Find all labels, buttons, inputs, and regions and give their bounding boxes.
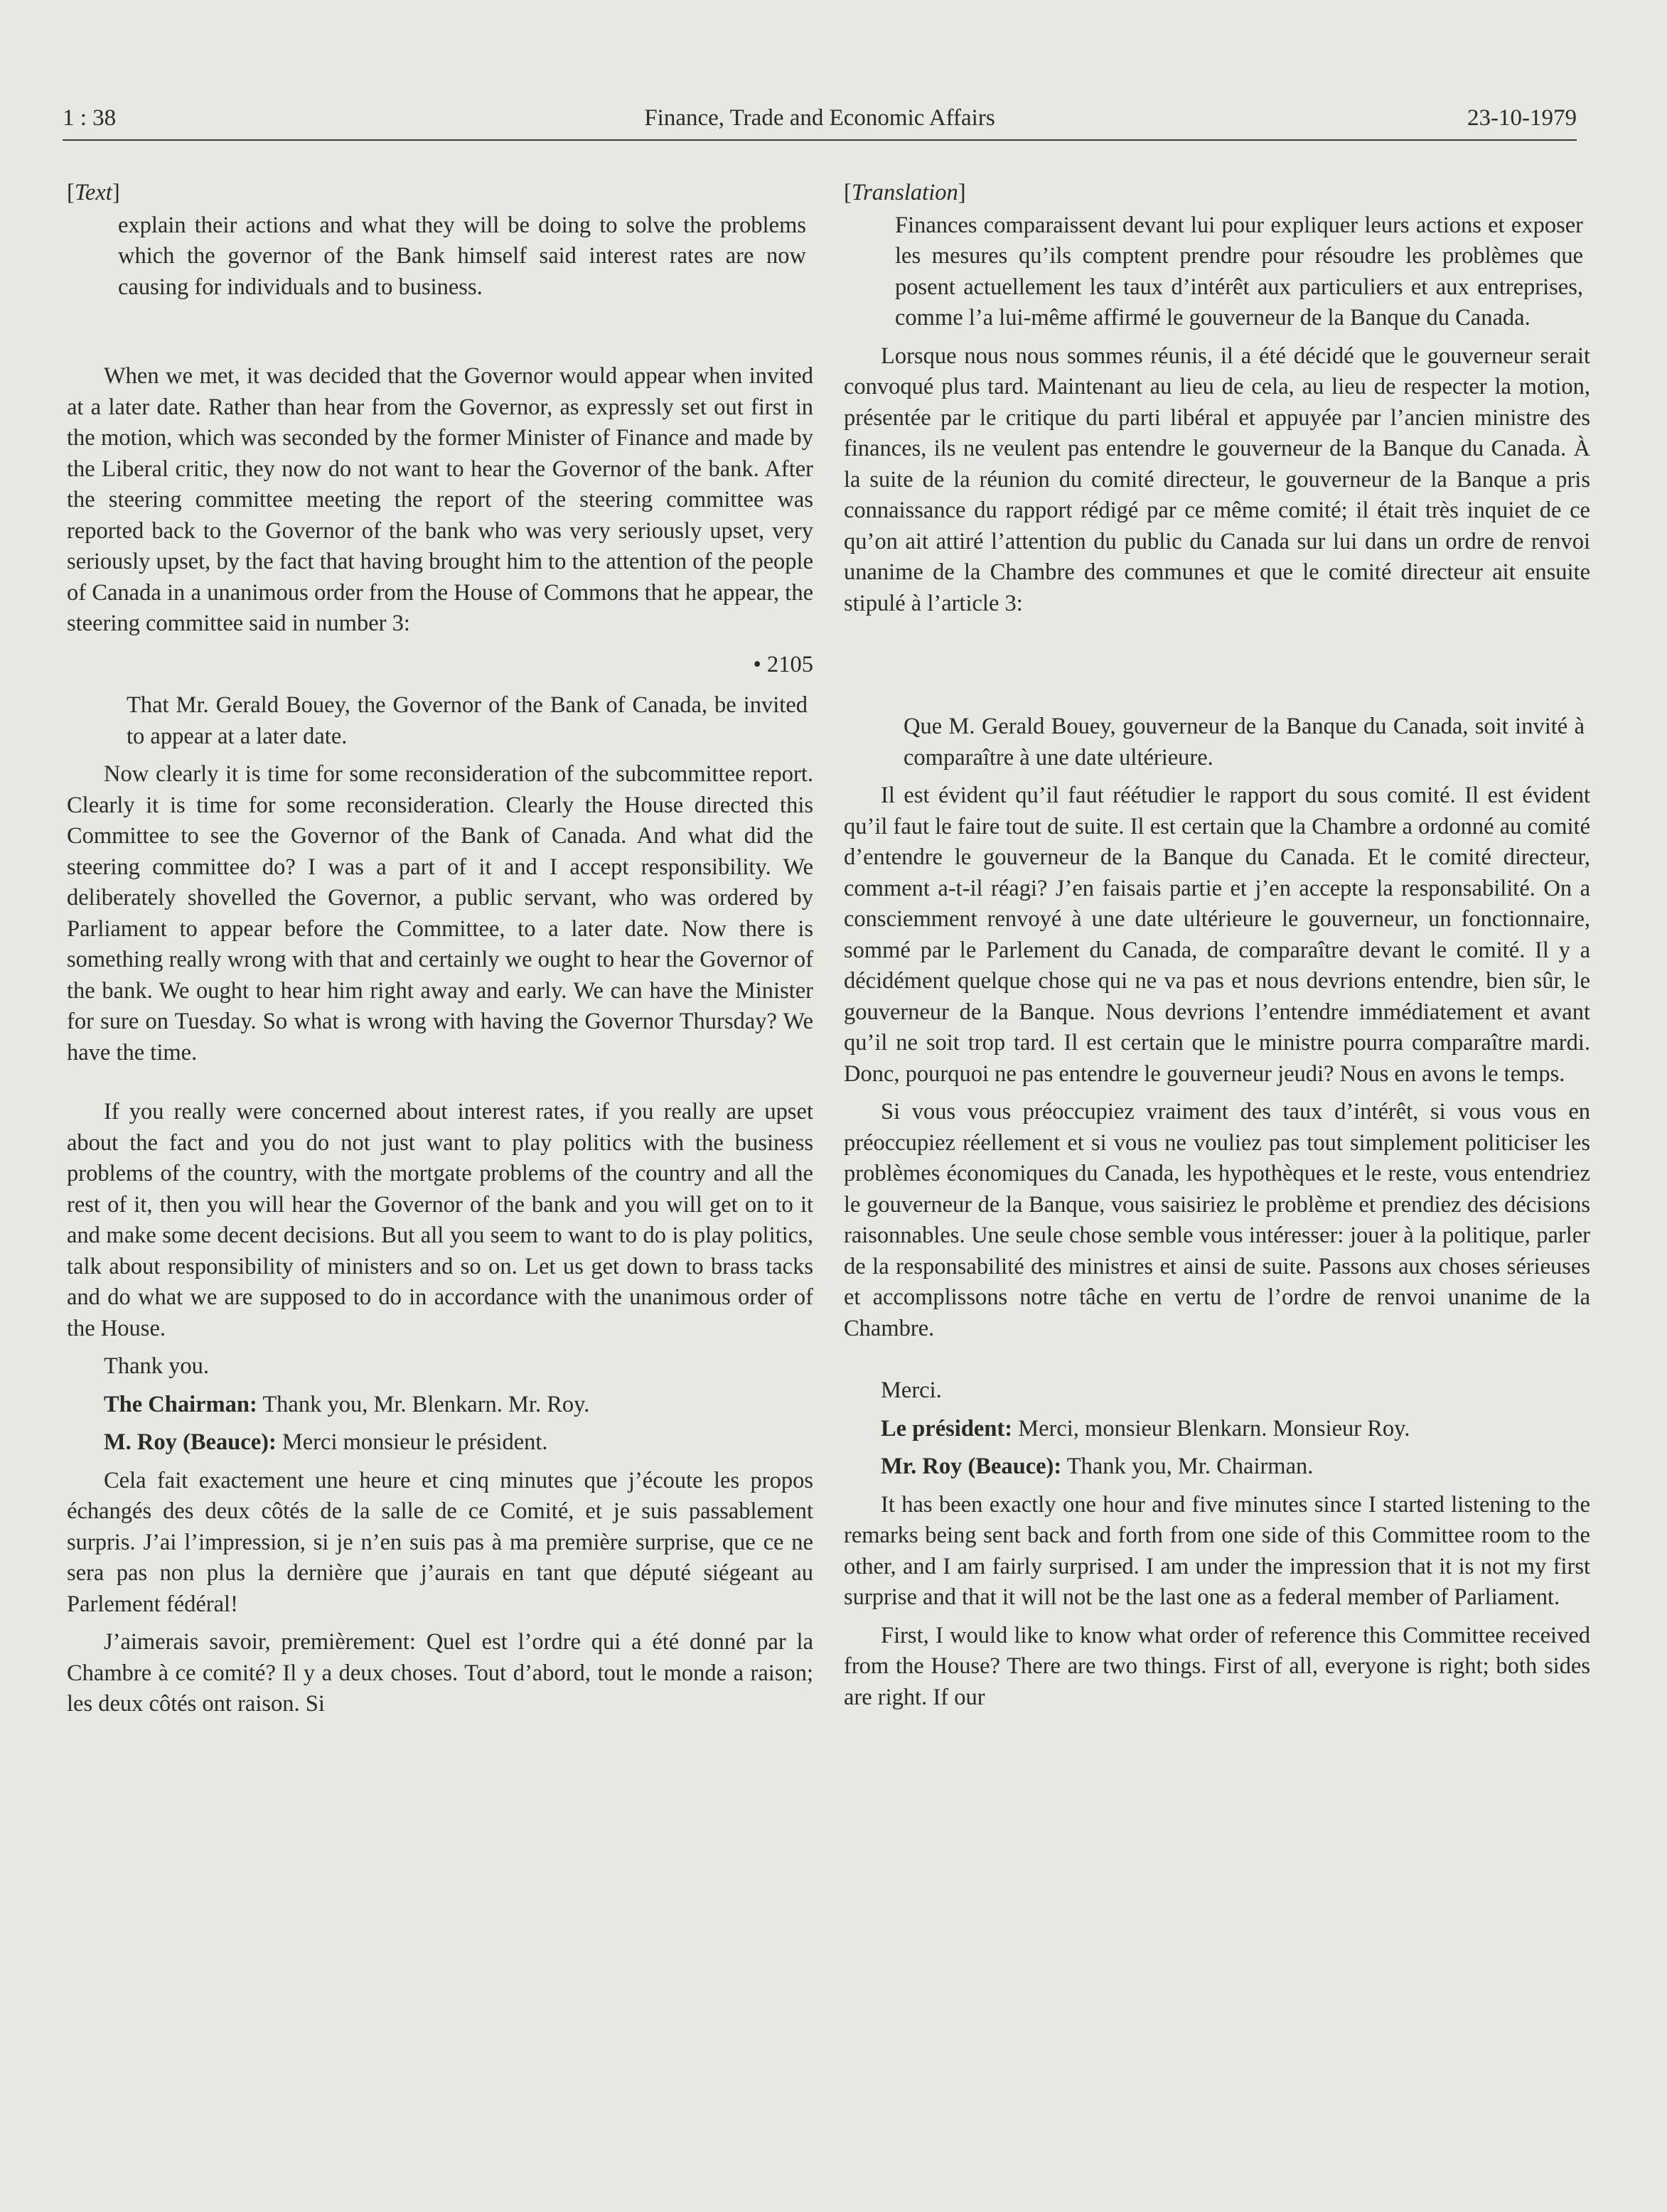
speaker-name: Mr. Roy (Beauce): — [881, 1454, 1062, 1479]
quoted-motion: Que M. Gerald Bouey, gouverneur de la Banque du Canada, soit invité à comparaître à une date ultérieure. — [904, 714, 1585, 771]
paragraph: Si vous vous préoccupiez vraiment des taux d’intérêt, si vous vous en préoccupiez réellement et si vous ne vouliez pas tout simplement politiciser les problèmes économiques du Canada, les hypothèques et le reste, vous entendriez le gouverneur de la Banque, vous saisiriez le problème et prendiez des décisions raisonnables. Une seule chose semble vous intéresser: jouer à la politique, parler de la responsabilité des ministres et ainsi de suite. Passons aux choses sérieuses et accomplissons notre tâche en vertu de l’ordre de renvoi unanime de la Chambre. — [844, 1099, 1590, 1341]
speaker-name: M. Roy (Beauce): — [104, 1429, 277, 1455]
speaker-paragraph: The Chairman: Thank you, Mr. Blenkarn. Mr. Roy. — [104, 1391, 590, 1417]
paragraph: Il est évident qu’il faut réétudier le rapport du sous comité. Il est évident qu’il faut le faire tout de suite. Il est certain que la Chambre a ordonné au comité d’entendre le gouverneur de la Banque du Canada. Et le comité directeur, comment a-t-il réagi? J’en faisais partie et j’en accepte la responsabilité. On a consciemment renvoyé à une date ultérieure le gouverneur, un fonctionnaire, sommé par le Parlement du Canada, de comparaître devant le comité. Il y a décidément quelque chose qui ne va pas et nous devrions entendre, bien sûr, le gouverneur de la Banque. Nous devrions l’entendre immédiatement et avant qu’il ne soit trop tard. Il est certain que le ministre pourra comparaître mardi. Donc, pourquoi ne pas entendre le gouverneur jeudi? Nous en avons le temps. — [844, 783, 1590, 1087]
quoted-motion: That Mr. Gerald Bouey, the Governor of the Bank of Canada, be invited to appear at a later date. — [127, 692, 808, 749]
speaker-paragraph: Mr. Roy (Beauce): Thank you, Mr. Chairman. — [881, 1454, 1314, 1479]
speaker-name: Le président: — [881, 1415, 1013, 1441]
paragraph: explain their actions and what they will be doing to solve the problems which the governor of the Bank himself said interest rates are now causing for individuals and to business. — [118, 212, 806, 300]
paragraph: Finances comparaissent devant lui pour expliquer leurs actions et exposer les mesures qu’ils comptent prendre pour résoudre les problèmes que posent actuellement les taux d’intérêt aux particuliers et aux entreprises, comme l’a lui-même affirmé le gouverneur de la Banque du Canada. — [895, 212, 1583, 331]
page-number: 1 : 38 — [63, 105, 117, 131]
speaker-name: The Chairman: — [104, 1391, 257, 1417]
left-column-english — [67, 178, 813, 1720]
paragraph: J’aimerais savoir, premièrement: Quel est l’ordre qui a été donné par la Chambre à ce comité? Il y a deux choses. Tout d’abord, tout le monde a raison; les deux côtés ont raison. Si — [67, 1629, 813, 1717]
paragraph: Merci. — [881, 1378, 942, 1403]
paragraph: First, I would like to know what order of reference this Committee received from the House? There are two things. First of all, everyone is right; both sides are right. If our — [844, 1622, 1590, 1710]
right-column-french — [844, 178, 1590, 1713]
running-header — [63, 97, 1577, 141]
paragraph: Thank you. — [104, 1353, 210, 1379]
section-tag: [Text] — [67, 180, 120, 205]
paragraph: Cela fait exactement une heure et cinq minutes que j’écoute les propos échangés des deux côtés de la salle de ce Comité, et je suis passablement surpris. J’ai l’impression, si je n’en suis pas à ma première surprise, que ce ne sera pas non plus la dernière que j’aurais en tant que député siégeant au Parlement fédéral! — [67, 1467, 813, 1617]
paragraph: When we met, it was decided that the Governor would appear when invited at a later date. Rather than hear from the Governor, as expressly set out first in the motion, which was seconded by the former Minister of Finance and made by the Liberal critic, they now do not want to hear the Governor of the bank. After the steering committee meeting the report of the steering committee was reported back to the Governor of the bank who was very seriously upset, very seriously upset, by the fact that having brought him to the attention of the people of Canada in a unanimous order from the House of Commons that he appear, the steering committee said in number 3: — [67, 363, 813, 636]
paragraph: If you really were concerned about interest rates, if you really are upset about the fact and you do not just want to play politics with the business problems of the country, with the mortgate problems of the country and all the rest of it, then you will hear the Governor of the bank and you will get on to it and make some decent decisions. But all you seem to want to do is play politics, talk about responsibility of ministers and so on. Let us get down to brass tacks and do what we are supposed to do in accordance with the unanimous order of the House. — [67, 1099, 813, 1341]
paragraph: It has been exactly one hour and five minutes since I started listening to the remarks being sent back and forth from one side of this Committee room to the other, and I am fairly surprised. I am under the impression that it is not my first surprise and that it will not be the last one as a federal member of Parliament. — [844, 1491, 1590, 1610]
speaker-paragraph: M. Roy (Beauce): Merci monsieur le président. — [104, 1429, 548, 1455]
paragraph: Lorsque nous nous sommes réunis, il a été décidé que le gouverneur serait convoqué plus tard. Maintenant au lieu de cela, au lieu de respecter la motion, présentée par le critique du parti libéral et appuyée par l’ancien ministre des finances, ils ne veulent pas entendre le gouverneur de la Banque du Canada. À la suite de la réunion du comité directeur, le gouverneur de la Banque a pris connaissance du rapport rédigé par ce même comité; il était très inquiet de ce qu’on ait attiré l’attention du public du Canada sur lui dans un ordre de renvoi unanime de la Chambre des communes et que le comité directeur ait ensuite stipulé à l’article 3: — [844, 343, 1590, 616]
publication-title: Finance, Trade and Economic Affairs — [644, 105, 995, 131]
paragraph: Now clearly it is time for some reconsideration of the subcommittee report. Clearly it is time for some reconsideration. Clearly the House directed this Committee to see the Governor of the Bank of Canada. And what did the steering committee do? I was a part of it and I accept responsibility. We deliberately shovelled the Governor, a public servant, who was ordered by Parliament to appear before the Committee, to a later date. Now there is something really wrong with that and certainly we ought to hear the Governor of the bank. We ought to hear him right away and early. We can have the Minister for sure on Tuesday. So what is wrong with having the Governor Thursday? We have the time. — [67, 761, 813, 1065]
header-date: 23-10-1979 — [1467, 105, 1577, 131]
time-marker: • 2105 — [753, 651, 813, 677]
speaker-paragraph: Le président: Merci, monsieur Blenkarn. Monsieur Roy. — [881, 1415, 1410, 1441]
section-tag: [Translation] — [844, 180, 966, 205]
